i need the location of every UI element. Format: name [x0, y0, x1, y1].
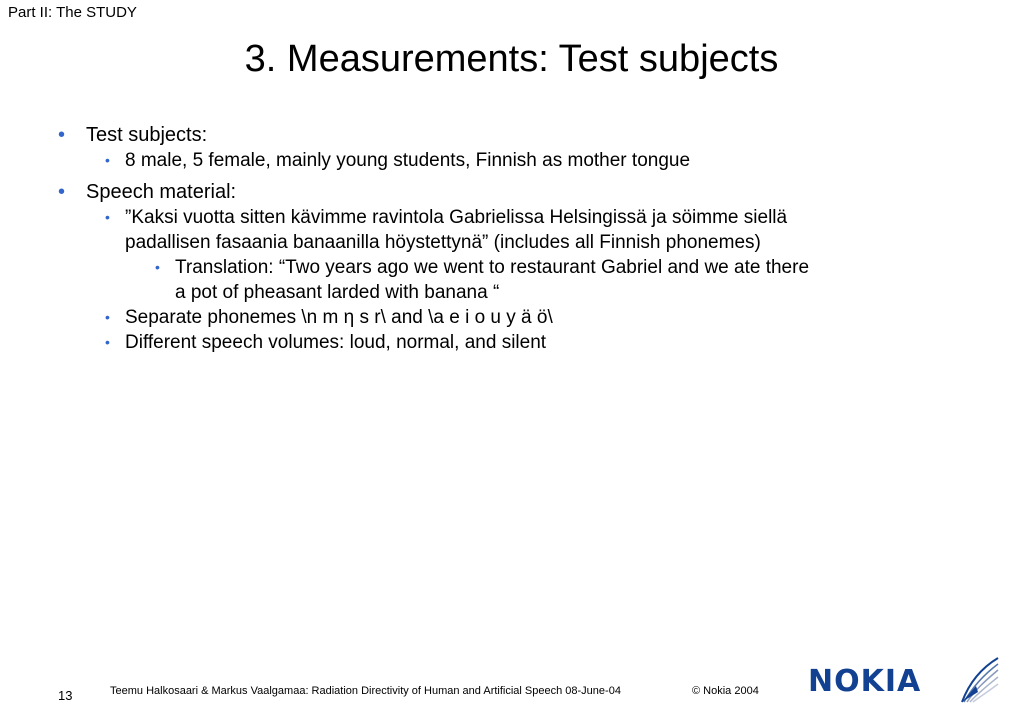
- bullet-text-continued: a pot of pheasant larded with banana “: [175, 282, 500, 303]
- bullet-dot-icon: •: [105, 309, 110, 325]
- bullet-dot-icon: •: [58, 124, 66, 146]
- bullet-dot-icon: •: [105, 209, 110, 225]
- sub-sub-bullet-translation: [58, 255, 998, 305]
- bullet-dot-icon: •: [58, 181, 66, 203]
- nokia-emblem-icon: [960, 656, 1000, 704]
- bullet-dot-icon: •: [105, 334, 110, 350]
- page-number: 13: [58, 688, 73, 703]
- sub-bullet-speech-volumes: [58, 330, 998, 355]
- bullet-dot-icon: •: [155, 259, 160, 275]
- section-label: Part II: The STUDY: [8, 4, 137, 21]
- nokia-logo-wordmark: NOKIA: [808, 664, 922, 699]
- bullet-text: Test subjects:: [86, 124, 208, 146]
- bullet-dot-icon: •: [105, 152, 110, 168]
- bullet-text: Translation: “Two years ago we went to restaurant Gabriel and we ate there: [175, 257, 810, 278]
- bullet-list: [58, 122, 998, 355]
- bullet-test-subjects: [58, 122, 998, 148]
- footer-text: Teemu Halkosaari & Markus Vaalgamaa: Radiation Directivity of Human and Artificial Speech 08-June-04: [110, 685, 621, 697]
- bullet-speech-material: [58, 179, 998, 205]
- bullet-text-continued: padallisen fasaania banaanilla höystettynä” (includes all Finnish phonemes): [125, 232, 761, 253]
- bullet-text: ”Kaksi vuotta sitten kävimme ravintola Gabrielissa Helsingissä ja söimme siellä: [125, 207, 788, 228]
- bullet-text: Separate phonemes \n m η s r\ and \a e i o u y ä ö\: [125, 307, 553, 328]
- sub-bullet-finnish-sentence: [58, 205, 998, 255]
- sub-bullet-separate-phonemes: [58, 305, 998, 330]
- bullet-text: Speech material:: [86, 181, 237, 203]
- footer-copyright: © Nokia 2004: [692, 685, 759, 697]
- bullet-text: 8 male, 5 female, mainly young students, Finnish as mother tongue: [125, 150, 691, 171]
- bullet-text: Different speech volumes: loud, normal, and silent: [125, 332, 547, 353]
- sub-bullet-subjects-detail: [58, 148, 998, 173]
- slide-title: 3. Measurements: Test subjects: [244, 38, 779, 80]
